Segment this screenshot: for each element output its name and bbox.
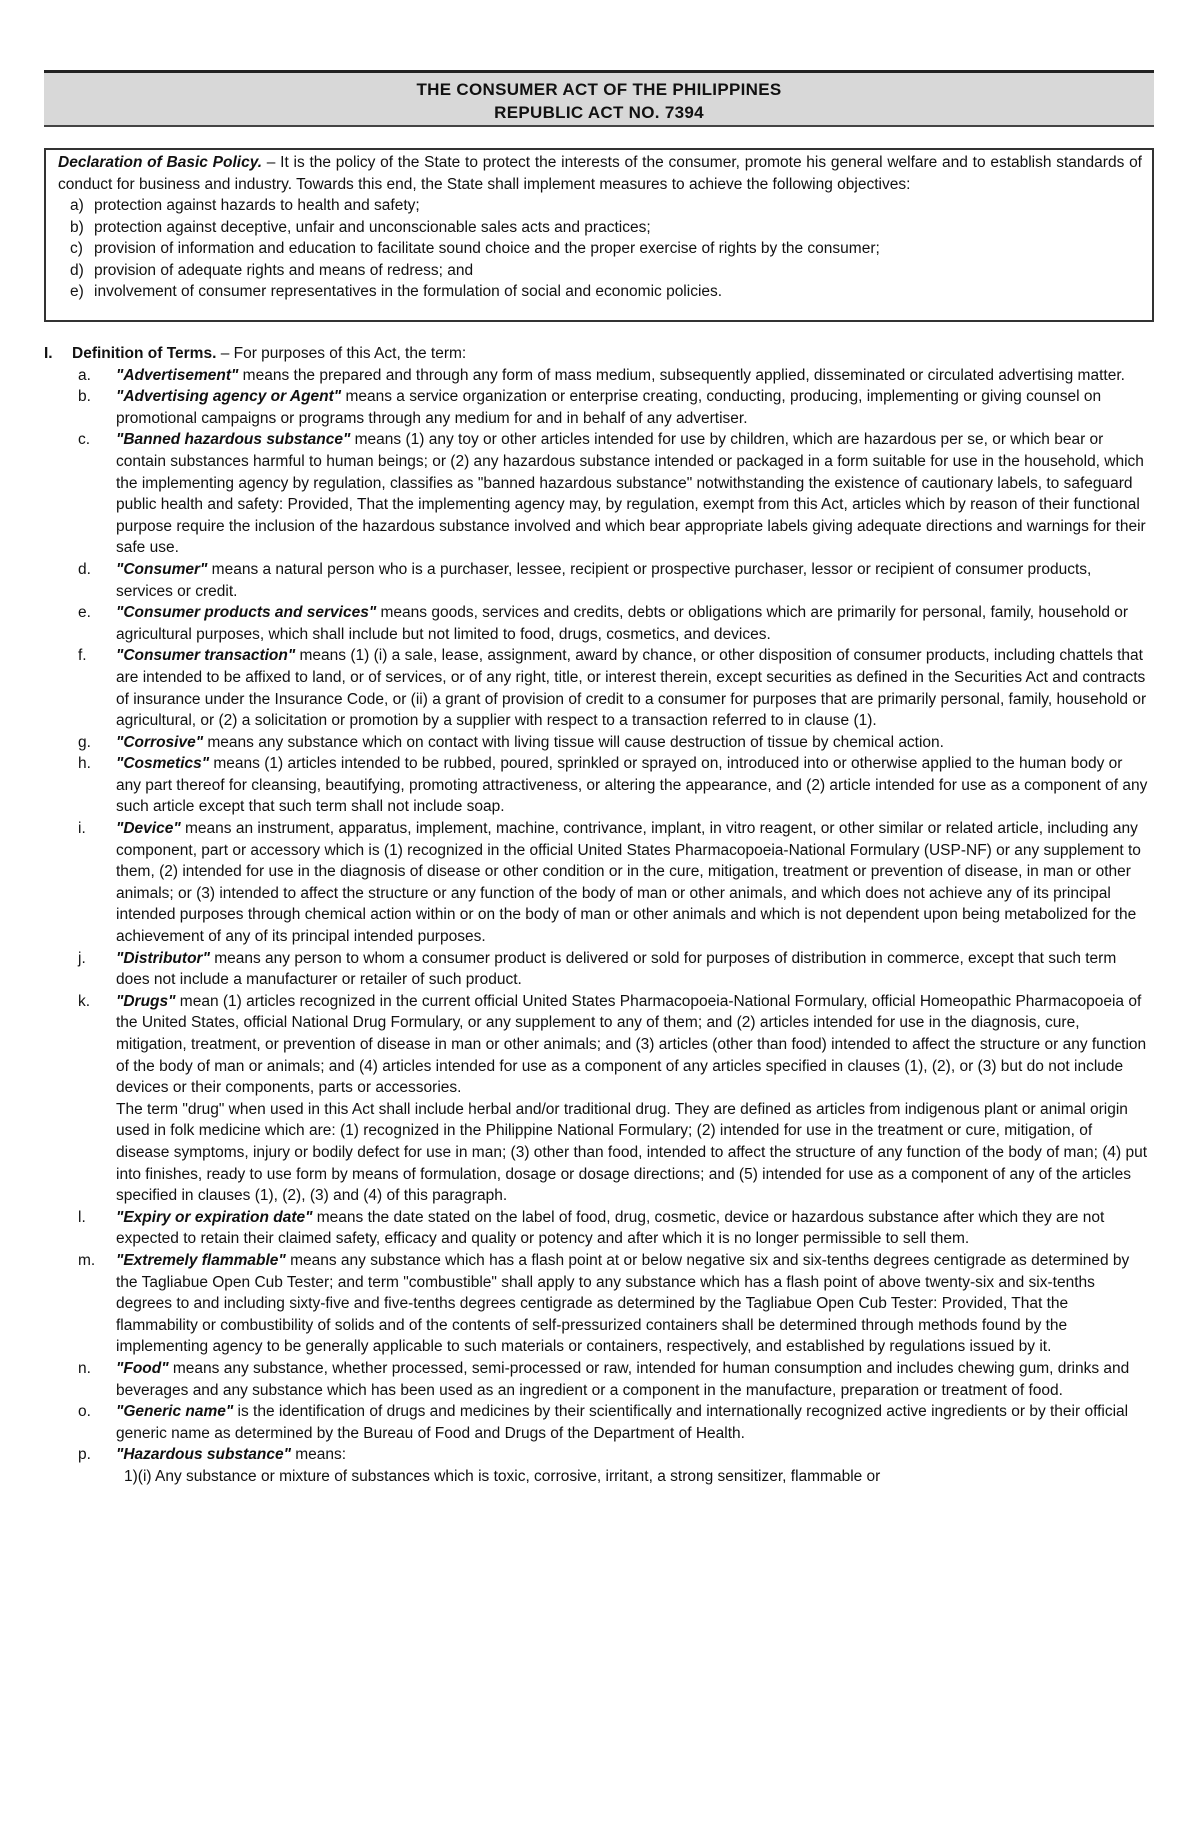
definition-item xyxy=(44,645,1154,731)
definition-body xyxy=(116,1250,1148,1358)
definition-body xyxy=(116,602,1148,645)
definition-text: means a service organization or enterprise creating, conducting, producing, implementing or giving counsel on promotional campaigns or programs through any medium for and in behalf of any advertiser. xyxy=(116,388,1102,427)
objective-marker: b) xyxy=(70,218,84,236)
definitions-section xyxy=(44,343,1154,1487)
document-subtitle: REPUBLIC ACT NO. 7394 xyxy=(494,103,704,122)
definition-body xyxy=(116,645,1148,731)
definition-marker: h. xyxy=(78,755,91,773)
definition-item xyxy=(44,1250,1154,1358)
definition-term: "Hazardous substance" xyxy=(116,1446,291,1464)
definition-text: means: xyxy=(290,1446,347,1464)
definition-term: "Consumer" xyxy=(116,560,208,578)
definition-text: means the prepared and through any form of mass medium, subsequently applied, disseminated or circulated advertising matter. xyxy=(238,366,1125,384)
definition-marker: i. xyxy=(78,820,86,838)
definition-marker: a. xyxy=(78,366,91,384)
objectives-list xyxy=(58,195,1142,303)
definition-text: means any substance, whether processed, semi-processed or raw, intended for human consumption and includes chewing gum, drinks and beverages and any substance which has been used as an ingredient or a component in the manufacture, preparation or treatment of food. xyxy=(116,1359,1130,1399)
definition-body xyxy=(116,1401,1148,1444)
definition-term: "Device" xyxy=(116,820,181,838)
document-title-banner xyxy=(44,70,1154,127)
definition-item xyxy=(44,1207,1154,1250)
definition-text: means (1) articles intended to be rubbed, poured, sprinkled or sprayed on, introduced into or otherwise applied to the human body or any part thereof for cleansing, beautifying, promoting attractiveness, or altering the appearance, and (2) article intended for use as a component of any such article except that such term shall not include soap. xyxy=(116,755,1148,816)
policy-text: – It is the policy of the State to protect the interests of the consumer, promote his general welfare and to establish standards of conduct for business and industry. Towards this end, the State shall implement measures to achieve the following objectives: xyxy=(58,154,1142,193)
objective-text: involvement of consumer representatives in the formulation of social and economic policies. xyxy=(94,283,723,300)
definition-marker: j. xyxy=(78,949,86,967)
section-heading xyxy=(44,343,1154,365)
definition-text: means any person to whom a consumer product is delivered or sold for purposes of distribution in commerce, except that such term does not include a manufacturer or retailer of such product. xyxy=(116,949,1117,989)
definition-item xyxy=(44,991,1154,1099)
objective-item xyxy=(58,281,1142,303)
objective-item xyxy=(58,195,1142,217)
definition-term: "Food" xyxy=(116,1359,169,1377)
definition-marker: e. xyxy=(78,604,91,622)
definition-marker: b. xyxy=(78,388,91,406)
definition-term: "Advertising agency or Agent" xyxy=(116,388,342,406)
definition-item xyxy=(44,732,1154,754)
objective-marker: d) xyxy=(70,261,84,279)
definition-term: "Consumer products and services" xyxy=(116,604,377,622)
definition-text: means (1) (i) a sale, lease, assignment, award by chance, or other disposition of consumer products, including chattels that are intended to be affixed to land, or of services, or of any right, title, or interest therein, except securities as defined in the Securities Act and contracts of insurance under the Insurance Code, or (ii) a grant of provision of credit to a consumer for purposes that are primarily personal, family, household or agricultural, or (2) a solicitation or promotion by a supplier with respect to a transaction referred to in clause (1). xyxy=(116,647,1147,730)
objective-marker: a) xyxy=(70,197,84,214)
objective-text: protection against deceptive, unfair and unconscionable sales acts and practices; xyxy=(94,218,651,236)
definition-text: means any substance which on contact with living tissue will cause destruction of tissue by chemical action. xyxy=(203,733,944,751)
definition-marker: g. xyxy=(78,733,91,751)
definition-body xyxy=(116,386,1148,429)
definition-marker: m. xyxy=(78,1251,96,1269)
objective-item xyxy=(58,260,1142,282)
definition-item xyxy=(44,1444,1154,1466)
definition-text: is the identification of drugs and medicines by their scientifically and internationally recognized active ingredients or by their official generic name as determined by the Bureau of Food and Drugs of the Department of Health. xyxy=(116,1403,1129,1442)
document-title: THE CONSUMER ACT OF THE PHILIPPINES xyxy=(416,80,782,99)
definition-body xyxy=(116,1207,1148,1250)
definition-body xyxy=(116,559,1148,602)
definition-item xyxy=(44,753,1154,818)
definition-item xyxy=(44,1358,1154,1401)
objective-item xyxy=(58,238,1142,260)
definition-marker: n. xyxy=(78,1359,91,1377)
section-title: Definition of Terms. xyxy=(72,345,217,362)
objective-marker: c) xyxy=(70,240,83,257)
definition-body xyxy=(116,948,1148,991)
objective-item xyxy=(58,217,1142,239)
definition-body xyxy=(116,429,1148,559)
definition-item xyxy=(44,818,1154,948)
definition-term: "Expiry or expiration date" xyxy=(116,1208,313,1226)
objective-text: provision of adequate rights and means of redress; and xyxy=(94,261,474,279)
hazardous-substance-subclause: 1)(i) Any substance or mixture of substances which is toxic, corrosive, irritant, a strong sensitizer, flammable or xyxy=(124,1467,881,1485)
definition-item xyxy=(44,429,1154,559)
objective-text: protection against hazards to health and safety; xyxy=(94,197,420,214)
definition-term: "Extremely flammable" xyxy=(116,1251,286,1269)
definition-marker: l. xyxy=(78,1208,86,1226)
definition-term: "Distributor" xyxy=(116,949,210,967)
section-number: I. xyxy=(44,345,53,362)
definition-body xyxy=(116,1444,1148,1466)
definition-item xyxy=(44,365,1154,387)
definition-body xyxy=(116,1358,1148,1401)
definition-term: "Cosmetics" xyxy=(116,755,210,773)
definition-marker: k. xyxy=(78,992,91,1010)
definition-text: means a natural person who is a purchaser, lessee, recipient or prospective purchaser, lessor or recipient of consumer products, services or credit. xyxy=(116,560,1092,600)
definition-text: means any substance which has a flash point at or below negative six and six-tenths degrees centigrade as determined by the Tagliabue Open Cub Tester; and term "combustible" shall apply to any substance which has a flash point of above twenty-six and six-tenths degrees to and including sixty-five and five-tenths degrees centigrade as determined by the Tagliabue Open Cub Tester: Provided, That the flammability or combustibility of solids and of the contents of self-pressurized containers shall be determined through methods found by the implementing agency to be generally applicable to such materials or containers, respectively, and established by regulations issued by it. xyxy=(116,1251,1130,1356)
definition-body xyxy=(116,365,1148,387)
definition-marker: f. xyxy=(78,647,87,665)
definition-text: means goods, services and credits, debts or obligations which are primarily for personal, family, household or agricultural purposes, which shall include but not limited to food, drugs, cosmetics, and devices. xyxy=(116,604,1129,643)
section-intro: – For purposes of this Act, the term: xyxy=(216,345,467,362)
definition-text: mean (1) articles recognized in the current official United States Pharmacopoeia-National Formulary, official Homeopathic Pharmacopoeia of the United States, official National Drug Formulary, or any supplement to any of them; and (2) articles intended for use in the diagnosis, cure, mitigation, treatment, or prevention of disease in man or other animals; and (3) articles (other than food) intended to affect the structure or any function of the body of man or animals; and (4) articles intended for use as a component of any articles specified in clauses (1), (2), or (3) but do not include devices or their components, parts or accessories. xyxy=(116,992,1147,1097)
definition-item xyxy=(44,948,1154,991)
definition-term: "Banned hazardous substance" xyxy=(116,431,351,449)
definition-marker: p. xyxy=(78,1446,91,1464)
definition-term: "Consumer transaction" xyxy=(116,647,296,665)
definition-term: "Generic name" xyxy=(116,1403,234,1421)
definition-marker: d. xyxy=(78,560,91,578)
definition-term: "Advertisement" xyxy=(116,366,239,384)
definition-text: means an instrument, apparatus, implement, machine, contrivance, implant, in vitro reagent, or other similar or related article, including any component, part or accessory which is (1) recognized in the official United States Pharmacopoeia-National Formulary (USP-NF) or any supplement to them, (2) intended for use in the diagnosis of disease or other condition or in the cure, mitigation, treatment or prevention of disease, in man or other animals; or (3) intended to affect the structure or any function of the body of man or other animals, and which does not achieve any of its principal intended purposes through chemical action within or on the body of man or other animals and which is not dependent upon being metabolized for the achievement of any of its principal intended purposes. xyxy=(116,820,1141,946)
objective-text: provision of information and education to facilitate sound choice and the proper exercise of rights by the consumer; xyxy=(94,240,880,257)
definition-marker: o. xyxy=(78,1403,91,1421)
definition-item xyxy=(44,1401,1154,1444)
definition-marker: c. xyxy=(78,431,91,449)
definition-body xyxy=(116,732,1148,754)
definition-body xyxy=(116,753,1148,818)
objective-marker: e) xyxy=(70,283,84,300)
definition-term: "Corrosive" xyxy=(116,733,204,751)
definition-item xyxy=(44,386,1154,429)
definition-body xyxy=(116,991,1148,1099)
definition-text: means the date stated on the label of food, drug, cosmetic, device or hazardous substance after which they are not expected to retain their claimed safety, efficacy and quality or potency and after which it is no longer permissible to sell them. xyxy=(116,1208,1105,1248)
policy-lead: Declaration of Basic Policy. xyxy=(58,154,263,171)
definition-item xyxy=(44,602,1154,645)
drug-note-paragraph: The term "drug" when used in this Act shall include herbal and/or traditional drug. They are defined as articles from indigenous plant or animal origin used in folk medicine which are: (1) recognized in the Philippine National Formulary; (2) intended for use in the treatment or cure, mitigation, of disease symptoms, injury or bodily defect for use in man; (3) other than food, intended to affect the structure of any function of the body of man; (4) put into finishes, ready to use form by means of formulation, dosage or dosage directions; and (5) intended for use as a component of any of the articles specified in clauses (1), (2), (3) and (4) of this paragraph. xyxy=(116,1100,1148,1205)
policy-paragraph xyxy=(58,152,1142,195)
definition-term: "Drugs" xyxy=(116,992,176,1010)
definition-item xyxy=(44,559,1154,602)
definition-text: means (1) any toy or other articles intended for use by children, which are hazardous per se, or which bear or contain substances harmful to human beings; or (2) any hazardous substance intended or packaged in a form suitable for use in the household, which the implementing agency by regulation, classifies as "banned hazardous substance" notwithstanding the existence of cautionary labels, to safeguard public health and safety: Provided, That the implementing agency may, by regulation, exempt from this Act, articles which by reason of their functional purpose require the inclusion of the hazardous substance involved and which bear appropriate labels giving adequate directions and warnings for their safe use. xyxy=(116,431,1146,557)
policy-declaration-box xyxy=(44,148,1154,322)
definition-body xyxy=(116,818,1148,948)
